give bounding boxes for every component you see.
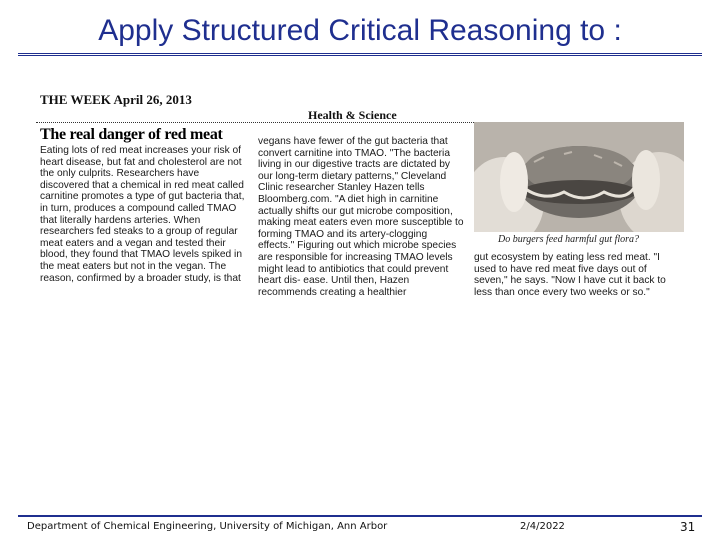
photo-caption: Do burgers feed harmful gut flora? (498, 234, 640, 245)
title-underline-second (18, 55, 702, 56)
newspaper-clipping (36, 88, 686, 328)
article-headline: The real danger of red meat (40, 126, 223, 143)
article-column-1: Eating lots of red meat increases your risk of heart disease, but fat and cholesterol are not the only culprits. Researchers have discovered that a chemical in red meat called carnitine promotes a type of gut bacteria that, in turn, produces a compound called TMAO that literally hardens arteries. When researchers fed steaks to a group of regular meat eaters and a vegan and tested their blood, they found that TMAO levels spiked in the meat eaters but not in the vegan. The reason, confirmed by a broader study, is that (40, 145, 245, 284)
footer-divider (18, 515, 702, 517)
page-number: 31 (680, 520, 696, 534)
clipping-section: Health & Science (308, 108, 397, 122)
burger-illustration (474, 122, 684, 232)
footer-department: Department of Chemical Engineering, University of Michigan, Ann Arbor (27, 521, 388, 532)
burger-photo (474, 122, 684, 232)
article-column-2: vegans have fewer of the gut bacteria that convert carnitine into TMAO. "The bacteria living in our digestive tracts are dictated by our long-term dietary patterns," Cleveland Clinic researcher Stanley Hazen tells Bloomberg.com. "A diet high in carnitine actually shifts our gut microbe composition, making meat eaters even more susceptible to forming TMAO and its artery-clogging effects." Figuring out which microbe species are responsible for increasing TMAO levels might lead to antibiotics that could prevent heart dis- ease. Until then, Hazen recommends creating a healthier (258, 136, 464, 298)
clipping-issue: THE WEEK April 26, 2013 (40, 92, 192, 107)
slide-title: Apply Structured Critical Reasoning to : (98, 14, 622, 47)
article-column-3: gut ecosystem by eating less red meat. "I used to have red meat five days out of seven," he says. "Now I have cut it back to less than once every two weeks or so." (474, 252, 666, 298)
title-underline (18, 53, 702, 54)
footer-date: 2/4/2022 (520, 521, 565, 532)
